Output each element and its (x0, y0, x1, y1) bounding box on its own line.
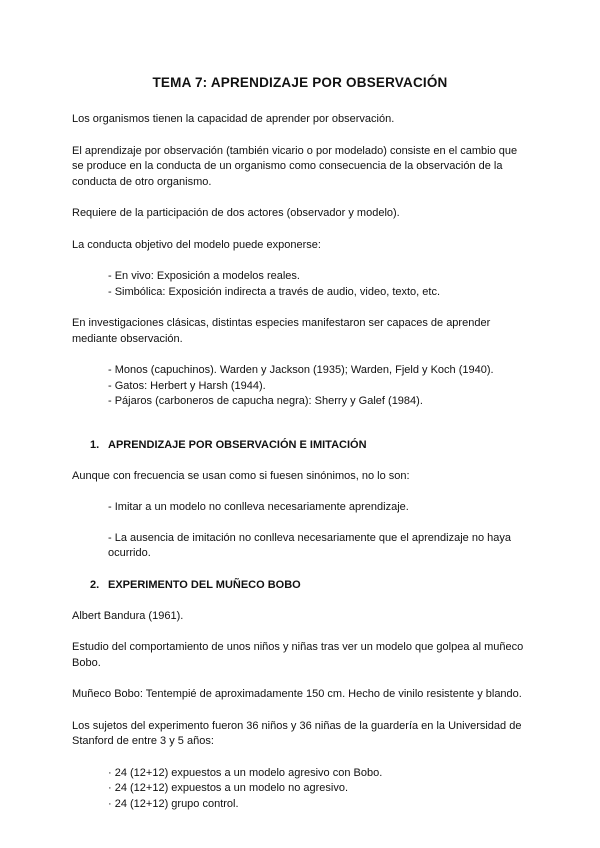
section-2-paragraph-4: Los sujetos del experimento fueron 36 niños y 36 niñas de la guardería en la Universidad de Stanford de entre 3 y 5 años: (72, 719, 522, 747)
list-item: - La ausencia de imitación no conlleva necesariamente que el aprendizaje no haya ocurrido. (108, 531, 511, 559)
list-item: - En vivo: Exposición a modelos reales. (108, 270, 300, 282)
section-2-title: EXPERIMENTO DEL MUÑECO BOBO (108, 578, 301, 591)
section-2-paragraph-3: Muñeco Bobo: Tentempié de aproximadamente 150 cm. Hecho de vinilo resistente y blando. (72, 688, 522, 700)
section-2-number: 2. (90, 578, 100, 591)
section-2-paragraph-1: Albert Bandura (1961). (72, 609, 184, 622)
list-item: - Imitar a un modelo no conlleva necesariamente aprendizaje. (108, 501, 409, 513)
section-2-heading (72, 578, 528, 593)
list-item: - Gatos: Herbert y Harsh (1944). (108, 379, 266, 392)
list-item: · 24 (12+12) expuestos a un modelo agresivo con Bobo. (108, 766, 383, 779)
section-1-heading (72, 438, 528, 453)
section-1-intro: Aunque con frecuencia se usan como si fuesen sinónimos, no lo son: (72, 469, 410, 482)
intro-paragraph-1: Los organismos tienen la capacidad de aprender por observación. (72, 113, 395, 125)
list-item: · 24 (12+12) grupo control. (108, 797, 239, 810)
section-2-paragraph-2: Estudio del comportamiento de unos niños y niñas tras ver un modelo que golpea al muñeco Bobo. (72, 641, 524, 669)
list-item: - Monos (capuchinos). Warden y Jackson (1935); Warden, Fjeld y Koch (1940). (108, 364, 494, 376)
section-1-title: APRENDIZAJE POR OBSERVACIÓN E IMITACIÓN (108, 438, 367, 451)
intro-paragraph-2: El aprendizaje por observación (también vicario o por modelado) consiste en el cambio que se produce en la conducta de un organismo como consecuencia de la observación de la conducta de otro organismo. (72, 144, 518, 188)
species-list (72, 363, 528, 410)
groups-list (72, 766, 528, 813)
list-item: - Pájaros (carboneros de capucha negra): Sherry y Galef (1984). (108, 395, 423, 407)
species-intro: En investigaciones clásicas, distintas especies manifestaron ser capaces de aprender mediante observación. (72, 317, 491, 345)
intro-paragraph-4: La conducta objetivo del modelo puede exponerse: (72, 238, 321, 251)
intro-paragraph-3: Requiere de la participación de dos actores (observador y modelo). (72, 207, 400, 219)
imitation-list (72, 500, 528, 562)
document-title: TEMA 7: APRENDIZAJE POR OBSERVACIÓN (152, 75, 448, 90)
exposure-list (72, 269, 528, 300)
list-item: - Simbólica: Exposición indirecta a través de audio, video, texto, etc. (108, 285, 441, 298)
section-1-number: 1. (90, 438, 100, 451)
list-item: · 24 (12+12) expuestos a un modelo no agresivo. (108, 782, 349, 794)
